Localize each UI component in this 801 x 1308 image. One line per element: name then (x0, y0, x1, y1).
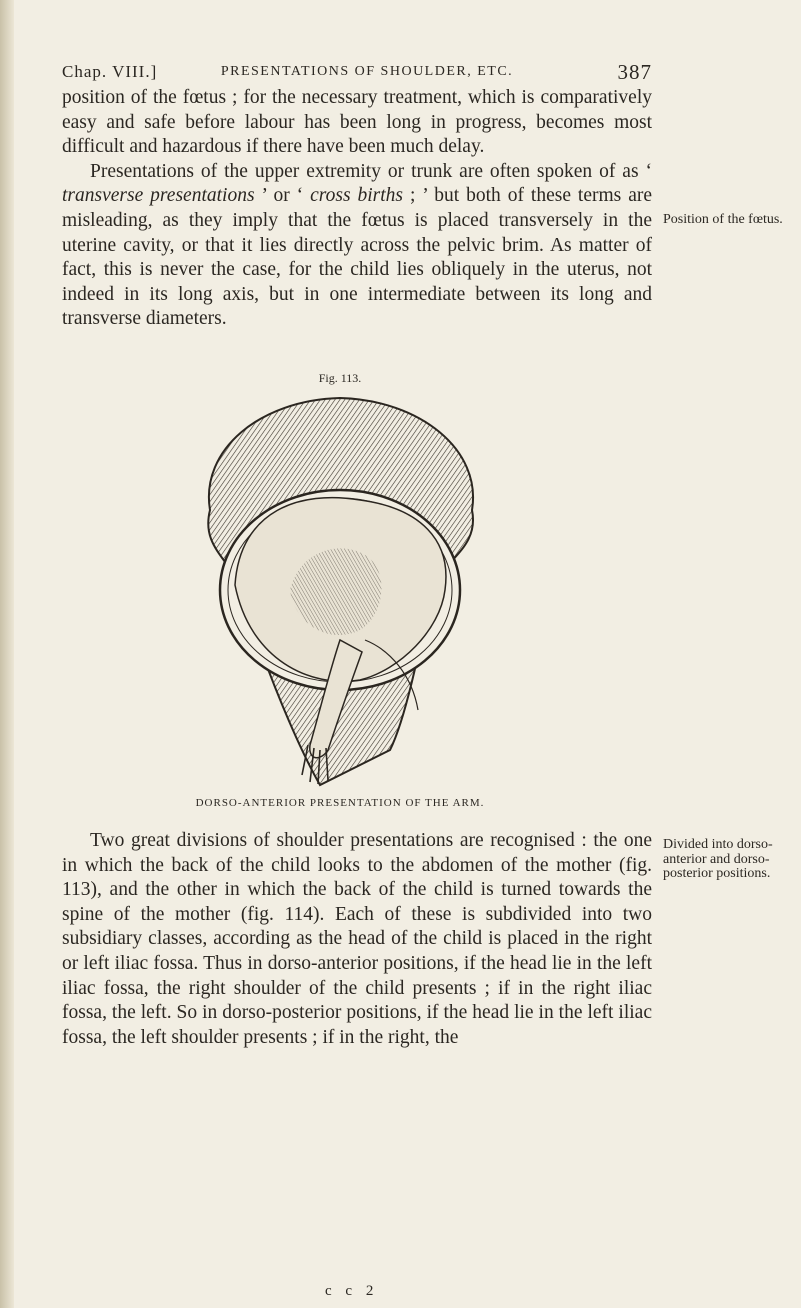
p1b-text-c: ; ’ but both of these terms are misleading, as they imply that the fœtus is placed transversely in the uterine cavity, or that it lies directly across the pelvic brim. As matter of fact, this is never the case, for the child lies obliquely in the uterus, not indeed in its long axis, but in one intermediate between its long and transverse diameters. (62, 185, 652, 330)
figure-caption: DORSO-ANTERIOR PRESENTATION OF THE ARM. (195, 797, 485, 809)
paragraph-2-text: Two great divisions of shoulder presentations are recognised : the one in which the back of the child looks to the abdomen of the mother (fig. 113), and the other in which the back of the child is turned towards the spine of the mother (fig. 114). Each of these is subdivided into two subsidiary classes, according as the head of the child is placed in the right or left iliac fossa. Thus in dorso-anterior positions, if the head lie in the left iliac fossa, the right shoulder of the child presents ; if in the right iliac fossa, the left. So in dorso-posterior positions, if the head lie in the left iliac fossa, the left shoulder presents ; if in the right, the (62, 830, 652, 1048)
figure-label: Fig. 113. (318, 371, 362, 385)
margin-note-divided: Divided into dorso-anterior and dorso-posterior positions. (663, 837, 773, 881)
figure-illustration (190, 390, 490, 810)
term-transverse-presentations: transverse presentations (62, 185, 255, 207)
chapter-label: Chap. VIII.] (62, 62, 158, 81)
page-edge (0, 0, 14, 1308)
paragraph-1a: position of the fœtus ; for the necessary treatment, which is comparatively easy and safe before labour has been long in progress, becomes most difficult and hazardous if there have been much delay. (62, 87, 652, 158)
p1b-text-a: Presentations of the upper extremity or trunk are often spoken of as ‘ (90, 160, 652, 182)
paragraph-1 (62, 86, 652, 332)
paragraph-1b (62, 160, 652, 332)
term-cross-births: cross births (310, 185, 403, 207)
paragraph-2 (62, 829, 652, 1050)
p1b-text-b: ’ or ‘ (254, 185, 311, 207)
signature-mark: c c 2 (325, 1283, 379, 1299)
page-number: 387 (617, 60, 652, 84)
running-title: PRESENTATIONS OF SHOULDER, ETC. (220, 64, 514, 79)
margin-note-position: Position of the fœtus. (663, 212, 783, 227)
